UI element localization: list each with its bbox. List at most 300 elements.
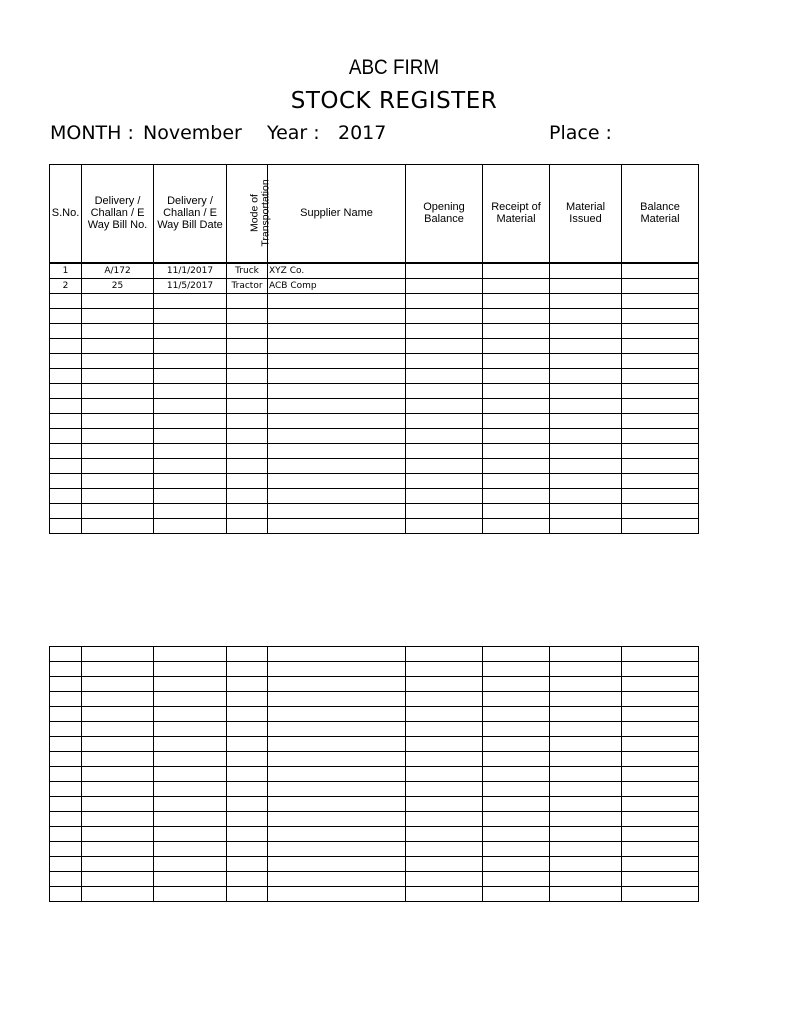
cell-receipt [483, 782, 550, 797]
cell-balance [622, 842, 699, 857]
cell-mode [227, 473, 268, 488]
cell-mode [227, 413, 268, 428]
cell-bill-no [82, 662, 154, 677]
cell-sno [50, 797, 82, 812]
cell-receipt [483, 503, 550, 518]
cell-receipt [483, 797, 550, 812]
cell-bill-no [82, 722, 154, 737]
cell-bill-no [82, 473, 154, 488]
cell-issued [550, 677, 622, 692]
cell-bill-no [82, 812, 154, 827]
cell-balance [622, 692, 699, 707]
cell-bill-no [82, 827, 154, 842]
cell-bill-no [82, 767, 154, 782]
cell-balance [622, 338, 699, 353]
cell-opening [406, 827, 483, 842]
cell-sno [50, 707, 82, 722]
cell-sno [50, 413, 82, 428]
table-row [50, 887, 699, 902]
cell-sno [50, 488, 82, 503]
cell-opening [406, 707, 483, 722]
cell-mode [227, 368, 268, 383]
table-row [50, 443, 699, 458]
cell-sno [50, 842, 82, 857]
cell-supplier [268, 872, 406, 887]
cell-sno [50, 647, 82, 662]
cell-balance [622, 767, 699, 782]
cell-bill-date [154, 752, 227, 767]
table-row [50, 797, 699, 812]
cell-bill-no [82, 353, 154, 368]
cell-balance [622, 473, 699, 488]
cell-bill-date [154, 692, 227, 707]
cell-bill-date [154, 518, 227, 533]
cell-receipt [483, 677, 550, 692]
cell-supplier: ACB Comp [268, 278, 406, 293]
cell-opening [406, 857, 483, 872]
cell-sno [50, 368, 82, 383]
cell-receipt [483, 707, 550, 722]
cell-issued [550, 353, 622, 368]
cell-mode [227, 842, 268, 857]
cell-supplier [268, 692, 406, 707]
cell-supplier [268, 383, 406, 398]
table-row [50, 413, 699, 428]
cell-issued [550, 737, 622, 752]
cell-opening [406, 398, 483, 413]
cell-bill-no [82, 677, 154, 692]
cell-supplier [268, 842, 406, 857]
cell-issued [550, 293, 622, 308]
month-label: MONTH : [50, 122, 134, 144]
cell-bill-date [154, 827, 227, 842]
cell-issued [550, 857, 622, 872]
cell-bill-date [154, 488, 227, 503]
cell-mode [227, 797, 268, 812]
cell-bill-no [82, 368, 154, 383]
cell-mode [227, 323, 268, 338]
year-value: 2017 [338, 122, 387, 144]
year-label: Year : [267, 122, 320, 144]
page-title: STOCK REGISTER [290, 88, 498, 114]
cell-supplier [268, 293, 406, 308]
cell-sno [50, 662, 82, 677]
table-row [50, 473, 699, 488]
cell-supplier [268, 458, 406, 473]
cell-mode [227, 737, 268, 752]
cell-issued [550, 263, 622, 279]
table-row [50, 722, 699, 737]
cell-receipt [483, 443, 550, 458]
cell-mode [227, 308, 268, 323]
cell-sno [50, 827, 82, 842]
cell-receipt [483, 353, 550, 368]
cell-mode [227, 353, 268, 368]
cell-bill-date: 11/1/2017 [154, 263, 227, 279]
cell-issued [550, 308, 622, 323]
cell-bill-no [82, 707, 154, 722]
cell-bill-no: A/172 [82, 263, 154, 279]
cell-sno: 1 [50, 263, 82, 279]
cell-sno [50, 458, 82, 473]
cell-mode [227, 458, 268, 473]
cell-opening [406, 443, 483, 458]
cell-opening [406, 647, 483, 662]
table-row [50, 458, 699, 473]
cell-mode [227, 752, 268, 767]
cell-sno [50, 473, 82, 488]
table-row [50, 767, 699, 782]
table-row [50, 812, 699, 827]
cell-supplier: XYZ Co. [268, 263, 406, 279]
cell-bill-no [82, 797, 154, 812]
cell-issued [550, 383, 622, 398]
cell-issued [550, 443, 622, 458]
cell-bill-no [82, 782, 154, 797]
cell-bill-date [154, 323, 227, 338]
cell-bill-date [154, 458, 227, 473]
cell-issued [550, 647, 622, 662]
cell-supplier [268, 353, 406, 368]
col-header-bill-no: Delivery / Challan / E Way Bill No. [82, 165, 154, 263]
cell-mode [227, 692, 268, 707]
cell-receipt [483, 737, 550, 752]
cell-opening [406, 353, 483, 368]
cell-receipt [483, 722, 550, 737]
cell-opening [406, 752, 483, 767]
cell-receipt [483, 887, 550, 902]
cell-mode [227, 707, 268, 722]
cell-issued [550, 812, 622, 827]
table-row [50, 398, 699, 413]
table-row [50, 707, 699, 722]
cell-bill-date [154, 737, 227, 752]
cell-balance [622, 383, 699, 398]
cell-issued [550, 503, 622, 518]
cell-opening [406, 737, 483, 752]
cell-receipt [483, 338, 550, 353]
cell-receipt [483, 458, 550, 473]
table-row [50, 752, 699, 767]
cell-bill-no [82, 887, 154, 902]
cell-opening [406, 872, 483, 887]
cell-opening [406, 263, 483, 279]
cell-supplier [268, 413, 406, 428]
cell-bill-date [154, 842, 227, 857]
cell-mode [227, 488, 268, 503]
cell-issued [550, 398, 622, 413]
cell-receipt [483, 662, 550, 677]
cell-balance [622, 458, 699, 473]
cell-opening [406, 677, 483, 692]
cell-supplier [268, 707, 406, 722]
cell-balance [622, 278, 699, 293]
cell-receipt [483, 842, 550, 857]
table-row [50, 488, 699, 503]
cell-balance [622, 752, 699, 767]
col-header-receipt: Receipt of Material [483, 165, 550, 263]
cell-bill-date [154, 797, 227, 812]
cell-balance [622, 323, 699, 338]
cell-opening [406, 782, 483, 797]
cell-opening [406, 368, 483, 383]
cell-mode [227, 518, 268, 533]
table-row [50, 782, 699, 797]
cell-mode [227, 872, 268, 887]
cell-bill-no [82, 443, 154, 458]
cell-receipt [483, 263, 550, 279]
cell-sno [50, 722, 82, 737]
cell-balance [622, 353, 699, 368]
cell-balance [622, 797, 699, 812]
cell-bill-date [154, 353, 227, 368]
cell-bill-no [82, 323, 154, 338]
cell-opening [406, 383, 483, 398]
cell-receipt [483, 293, 550, 308]
cell-sno [50, 383, 82, 398]
cell-bill-date [154, 308, 227, 323]
cell-supplier [268, 518, 406, 533]
cell-sno [50, 338, 82, 353]
cell-balance [622, 293, 699, 308]
cell-bill-date [154, 293, 227, 308]
cell-bill-no [82, 293, 154, 308]
cell-balance [622, 647, 699, 662]
table-row [50, 842, 699, 857]
cell-receipt [483, 692, 550, 707]
col-header-bill-date: Delivery / Challan / E Way Bill Date [154, 165, 227, 263]
cell-supplier [268, 857, 406, 872]
cell-sno [50, 323, 82, 338]
cell-bill-no [82, 737, 154, 752]
cell-opening [406, 413, 483, 428]
cell-balance [622, 722, 699, 737]
cell-balance [622, 428, 699, 443]
cell-bill-no [82, 647, 154, 662]
cell-sno [50, 677, 82, 692]
cell-mode [227, 722, 268, 737]
firm-name: ABC FIRM [348, 56, 440, 79]
cell-balance [622, 662, 699, 677]
table-row [50, 647, 699, 662]
table-row [50, 692, 699, 707]
cell-issued [550, 488, 622, 503]
cell-supplier [268, 368, 406, 383]
cell-issued [550, 368, 622, 383]
table-row [50, 662, 699, 677]
cell-bill-no [82, 752, 154, 767]
cell-bill-no [82, 338, 154, 353]
cell-supplier [268, 767, 406, 782]
cell-supplier [268, 752, 406, 767]
cell-supplier [268, 488, 406, 503]
table-row [50, 677, 699, 692]
cell-bill-date [154, 767, 227, 782]
cell-mode [227, 887, 268, 902]
mode-header-line1: Mode of [248, 194, 261, 233]
cell-balance [622, 413, 699, 428]
cell-issued [550, 782, 622, 797]
col-header-balance: Balance Material [622, 165, 699, 263]
cell-receipt [483, 398, 550, 413]
cell-mode [227, 428, 268, 443]
cell-bill-date [154, 872, 227, 887]
cell-supplier [268, 308, 406, 323]
cell-bill-no [82, 842, 154, 857]
cell-opening [406, 323, 483, 338]
cell-receipt [483, 488, 550, 503]
table-row [50, 857, 699, 872]
cell-mode: Tractor [227, 278, 268, 293]
cell-bill-date [154, 428, 227, 443]
cell-sno [50, 857, 82, 872]
cell-sno [50, 428, 82, 443]
table-row [50, 293, 699, 308]
cell-balance [622, 707, 699, 722]
cell-receipt [483, 752, 550, 767]
cell-sno [50, 737, 82, 752]
cell-mode [227, 398, 268, 413]
cell-balance [622, 812, 699, 827]
cell-mode [227, 503, 268, 518]
cell-issued [550, 278, 622, 293]
cell-opening [406, 503, 483, 518]
table-row [50, 518, 699, 533]
cell-sno [50, 518, 82, 533]
cell-mode [227, 647, 268, 662]
mode-header-line2: Transportation [259, 179, 272, 247]
cell-supplier [268, 443, 406, 458]
cell-opening [406, 662, 483, 677]
cell-bill-date [154, 368, 227, 383]
cell-supplier [268, 398, 406, 413]
table-row [50, 368, 699, 383]
cell-mode [227, 338, 268, 353]
cell-issued [550, 707, 622, 722]
cell-opening [406, 842, 483, 857]
cell-issued [550, 338, 622, 353]
cell-supplier [268, 428, 406, 443]
cell-receipt [483, 473, 550, 488]
cell-opening [406, 338, 483, 353]
cell-supplier [268, 797, 406, 812]
table-row [50, 827, 699, 842]
cell-sno: 2 [50, 278, 82, 293]
cell-issued [550, 872, 622, 887]
cell-sno [50, 503, 82, 518]
cell-opening [406, 887, 483, 902]
place-label: Place : [549, 122, 612, 144]
cell-sno [50, 872, 82, 887]
cell-sno [50, 443, 82, 458]
cell-bill-date [154, 338, 227, 353]
cell-bill-date [154, 413, 227, 428]
cell-balance [622, 887, 699, 902]
cell-receipt [483, 278, 550, 293]
cell-supplier [268, 503, 406, 518]
cell-receipt [483, 323, 550, 338]
cell-opening [406, 488, 483, 503]
cell-opening [406, 722, 483, 737]
cell-balance [622, 782, 699, 797]
cell-balance [622, 503, 699, 518]
cell-issued [550, 827, 622, 842]
table-row [50, 308, 699, 323]
cell-mode [227, 383, 268, 398]
cell-opening [406, 797, 483, 812]
cell-issued [550, 473, 622, 488]
col-header-supplier: Supplier Name [268, 165, 406, 263]
table-row [50, 872, 699, 887]
cell-supplier [268, 722, 406, 737]
table-row [50, 278, 699, 293]
cell-issued [550, 413, 622, 428]
cell-receipt [483, 428, 550, 443]
cell-bill-no [82, 308, 154, 323]
cell-supplier [268, 812, 406, 827]
cell-sno [50, 692, 82, 707]
table-row [50, 323, 699, 338]
cell-balance [622, 443, 699, 458]
cell-supplier [268, 647, 406, 662]
cell-sno [50, 812, 82, 827]
cell-bill-date [154, 857, 227, 872]
cell-bill-no [82, 692, 154, 707]
cell-supplier [268, 323, 406, 338]
cell-bill-no: 25 [82, 278, 154, 293]
cell-sno [50, 353, 82, 368]
cell-receipt [483, 368, 550, 383]
month-value: November [143, 122, 242, 144]
cell-bill-no [82, 488, 154, 503]
cell-balance [622, 308, 699, 323]
col-header-issued: Material Issued [550, 165, 622, 263]
cell-receipt [483, 518, 550, 533]
cell-issued [550, 722, 622, 737]
cell-bill-date [154, 782, 227, 797]
cell-balance [622, 737, 699, 752]
cell-issued [550, 767, 622, 782]
cell-sno [50, 767, 82, 782]
cell-bill-date [154, 662, 227, 677]
cell-bill-no [82, 857, 154, 872]
cell-bill-date [154, 383, 227, 398]
cell-bill-date [154, 707, 227, 722]
cell-bill-no [82, 398, 154, 413]
cell-issued [550, 692, 622, 707]
cell-opening [406, 518, 483, 533]
cell-mode [227, 293, 268, 308]
cell-balance [622, 872, 699, 887]
cell-issued [550, 458, 622, 473]
cell-issued [550, 842, 622, 857]
col-header-sno: S.No. [50, 165, 82, 263]
table-header-row [50, 165, 699, 263]
col-header-opening: Opening Balance [406, 165, 483, 263]
cell-supplier [268, 662, 406, 677]
cell-issued [550, 887, 622, 902]
cell-mode [227, 827, 268, 842]
cell-mode [227, 677, 268, 692]
cell-issued [550, 518, 622, 533]
table-row [50, 263, 699, 279]
cell-supplier [268, 782, 406, 797]
cell-supplier [268, 887, 406, 902]
cell-issued [550, 797, 622, 812]
cell-opening [406, 308, 483, 323]
cell-mode [227, 857, 268, 872]
cell-bill-no [82, 518, 154, 533]
